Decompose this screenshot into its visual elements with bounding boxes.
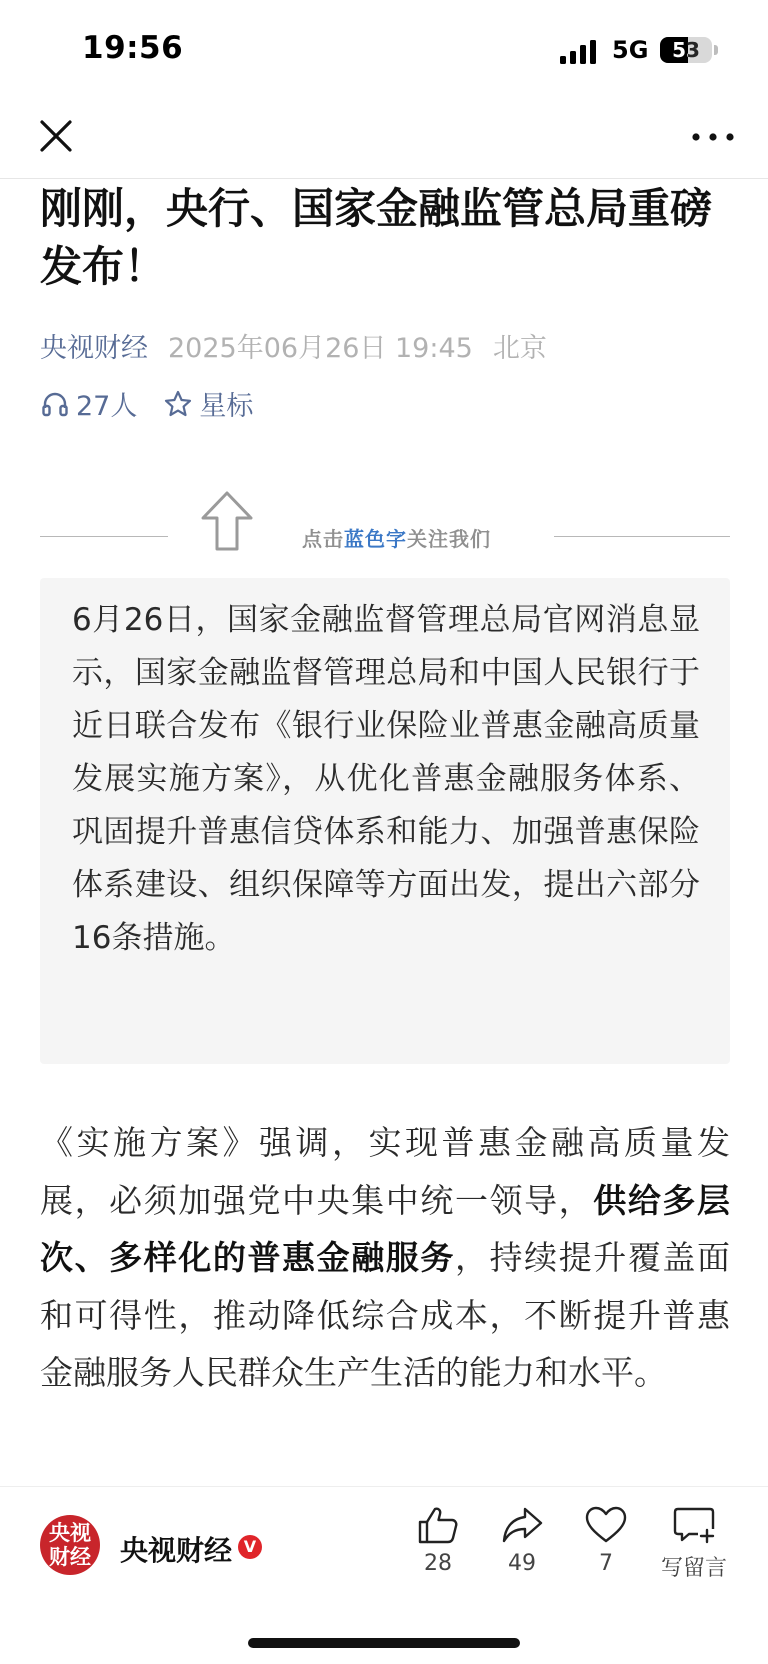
like-button[interactable] [398, 1505, 478, 1576]
summary-box [40, 578, 730, 1064]
heart-icon [584, 1505, 628, 1545]
close-icon[interactable] [36, 116, 76, 156]
follow-text-highlight[interactable]: 蓝色字 [344, 527, 407, 551]
listener-count[interactable]: 27人 [76, 391, 138, 422]
follow-text-prefix: 点击 [302, 527, 344, 551]
article-location: 北京 [492, 333, 547, 364]
more-dots-icon[interactable] [688, 122, 738, 152]
share-count: 49 [508, 1551, 536, 1576]
headphones-icon[interactable] [40, 389, 70, 419]
battery-tip [714, 45, 718, 55]
share-icon [500, 1505, 544, 1545]
write-comment-button[interactable] [650, 1505, 738, 1582]
follow-text [302, 523, 491, 552]
divider [40, 536, 168, 537]
article-actions [40, 384, 253, 423]
home-indicator[interactable] [248, 1638, 520, 1648]
network-type: 5G [612, 36, 649, 64]
summary-text: 6月26日，国家金融监督管理总局官网消息显示，国家金融监督管理总局和中国人民银行于近日联合发布《银行业保险业普惠金融高质量发展实施方案》，从优化普惠金融服务体系、巩固提升普惠信贷体系和能力、加强普惠保险体系建设、组织保障等方面出发，提出六部分16条措施。 [72, 602, 700, 956]
article-paragraph [40, 1114, 730, 1402]
star-icon[interactable] [163, 389, 193, 419]
paragraph-text: 《实施方案》强调，实现普惠金融高质量发展，必须加强党中央集中统一领导， [40, 1123, 730, 1220]
account-name[interactable]: 央视财经 [120, 1534, 233, 1567]
article-meta [40, 326, 547, 365]
battery-level: 53 [672, 38, 700, 62]
favorite-button[interactable] [566, 1505, 646, 1576]
paragraph-bold-text: 供给多层次、多样化的普惠金融服务 [40, 1180, 731, 1277]
star-label[interactable]: 星标 [199, 391, 254, 422]
avatar-text: 央视财经 [49, 1521, 91, 1569]
divider [554, 536, 730, 537]
like-count: 28 [424, 1551, 452, 1576]
comment-label: 写留言 [660, 1556, 727, 1581]
paragraph-text: ，持续提升覆盖面和可得性，推动降低综合成本，不断提升普惠金融服务人民群众生产生活的能力和水平。 [40, 1238, 731, 1392]
article-datetime: 2025年06月26日 19:45 [168, 333, 473, 364]
status-bar [0, 0, 768, 100]
verified-badge-icon: V [238, 1535, 262, 1559]
comment-add-icon [672, 1505, 716, 1545]
signal-icon [560, 40, 598, 64]
arrow-up-icon [200, 490, 254, 552]
share-button[interactable] [482, 1505, 562, 1576]
follow-banner[interactable] [40, 490, 730, 550]
thumbs-up-icon [416, 1505, 460, 1545]
nav-bar [0, 100, 768, 179]
favorite-count: 7 [599, 1551, 613, 1576]
article-title: 刚刚，央行、国家金融监管总局重磅发布！ [40, 184, 713, 291]
status-time: 19:56 [82, 30, 184, 66]
article-source-link[interactable]: 央视财经 [40, 333, 148, 364]
follow-text-suffix: 关注我们 [407, 527, 491, 551]
avatar[interactable] [40, 1515, 100, 1575]
battery-icon [660, 37, 712, 63]
